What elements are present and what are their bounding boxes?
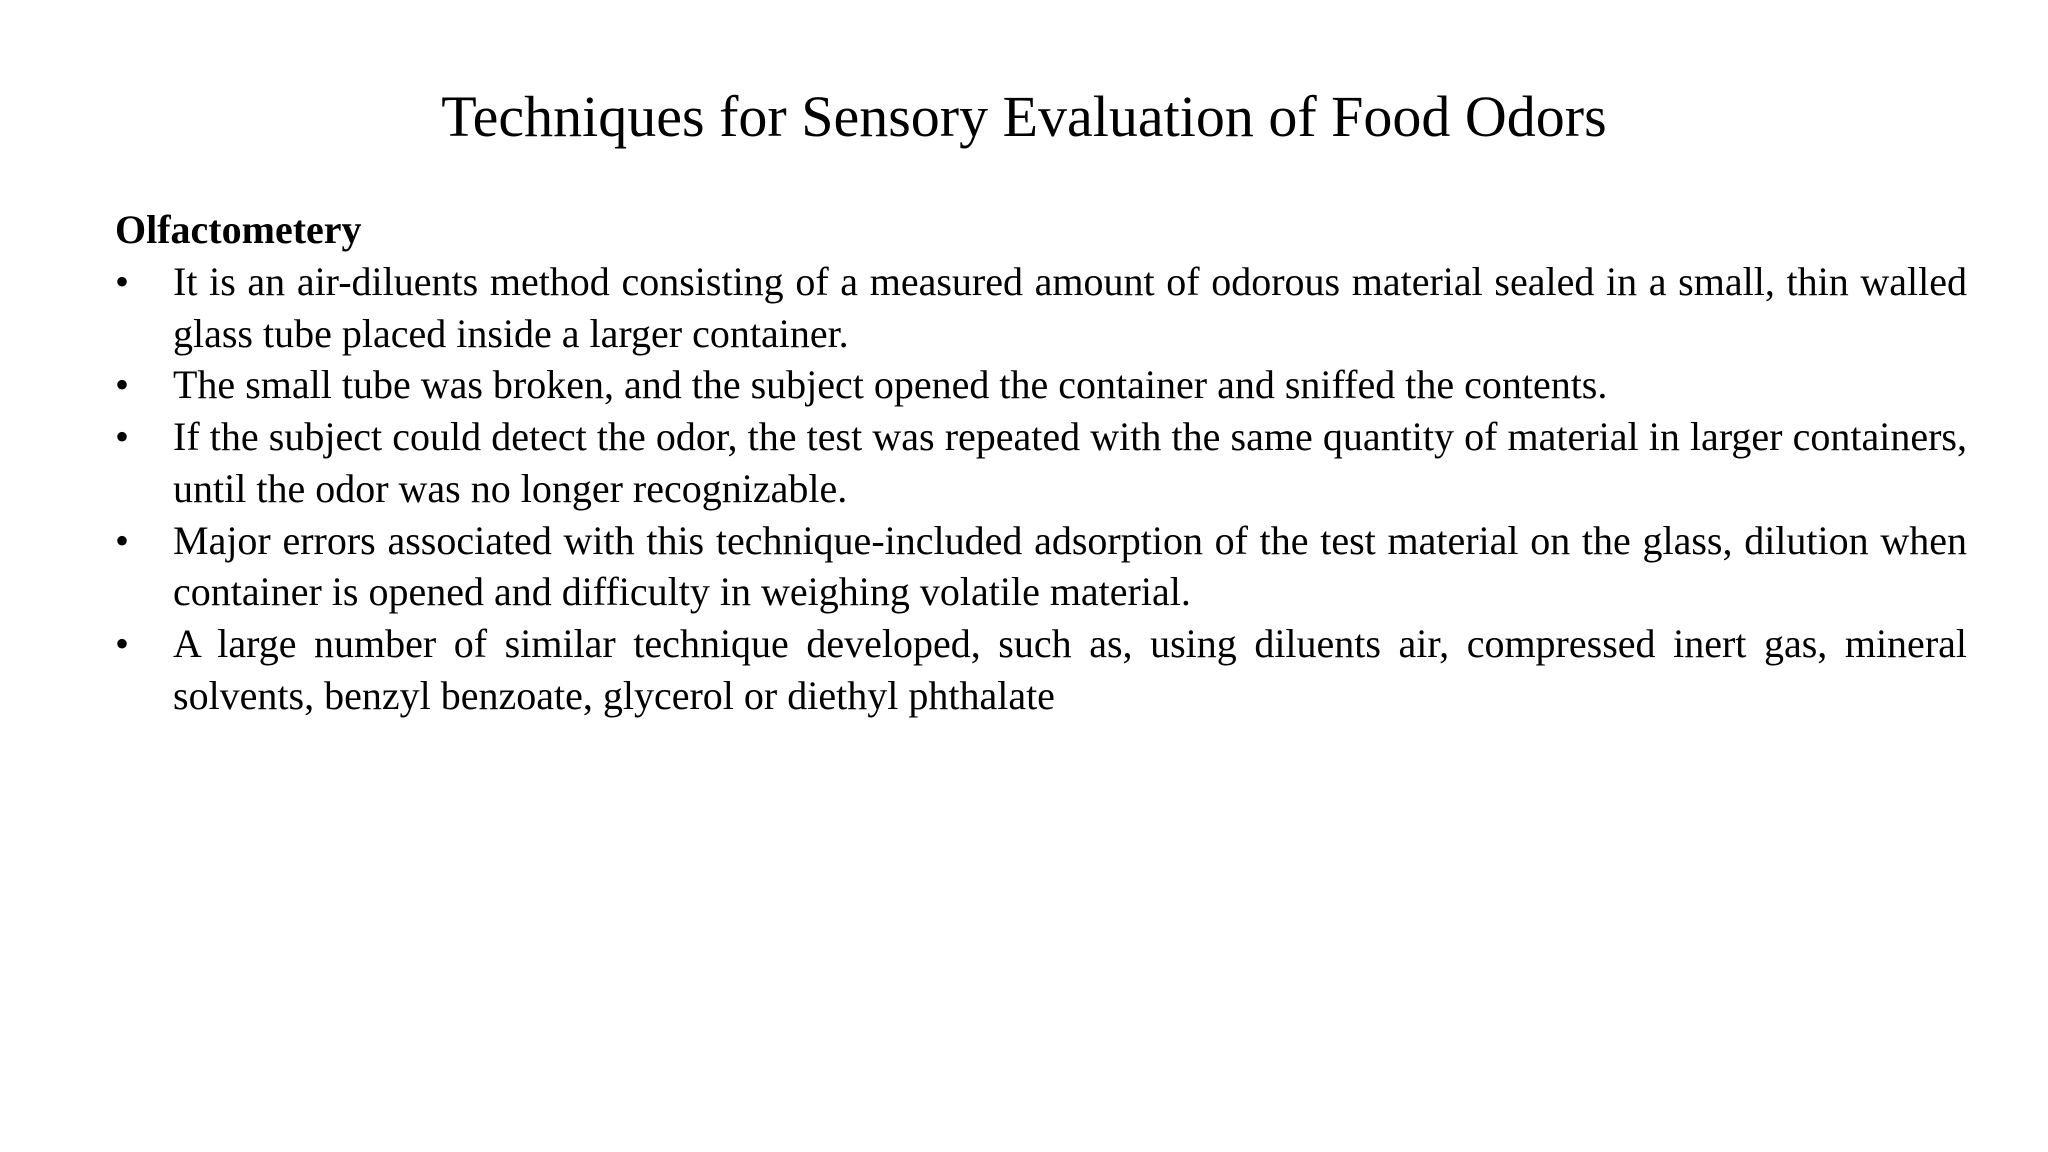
bullet-marker: •: [115, 414, 130, 460]
bullet-text: A large number of similar technique developed, such as, using diluents air, compressed inert gas, mineral solvents, benzyl benzoate, glycerol or diethyl phthalate: [173, 620, 1967, 718]
section-heading: Olfactometery: [115, 207, 362, 252]
bullet-item: [115, 411, 1967, 514]
bullet-text: If the subject could detect the odor, the test was repeated with the same quantity of material in larger containers, until the odor was no longer recognizable.: [173, 414, 1967, 511]
slide-title: Techniques for Sensory Evaluation of Food Odors: [441, 84, 1607, 149]
bullet-marker: •: [115, 259, 130, 304]
bullet-text: Major errors associated with this technique-included adsorption of the test material on the glass, dilution when container is opened and difficulty in weighing volatile material.: [173, 517, 1967, 615]
bullet-text: The small tube was broken, and the subject opened the container and sniffed the contents.: [173, 362, 1608, 408]
bullet-item: [115, 515, 1967, 618]
bullet-item: [115, 359, 1967, 411]
bullet-marker: •: [115, 362, 130, 408]
bullet-item: [115, 618, 1967, 721]
bullet-list: [115, 256, 1967, 721]
bullet-item: [115, 256, 1967, 359]
bullet-marker: •: [115, 517, 130, 563]
slide-content: [115, 204, 1967, 721]
bullet-marker: •: [115, 620, 130, 666]
bullet-text: It is an air-diluents method consisting of a measured amount of odorous material sealed in a small, thin walled glass tube placed inside a larger container.: [173, 259, 1967, 356]
